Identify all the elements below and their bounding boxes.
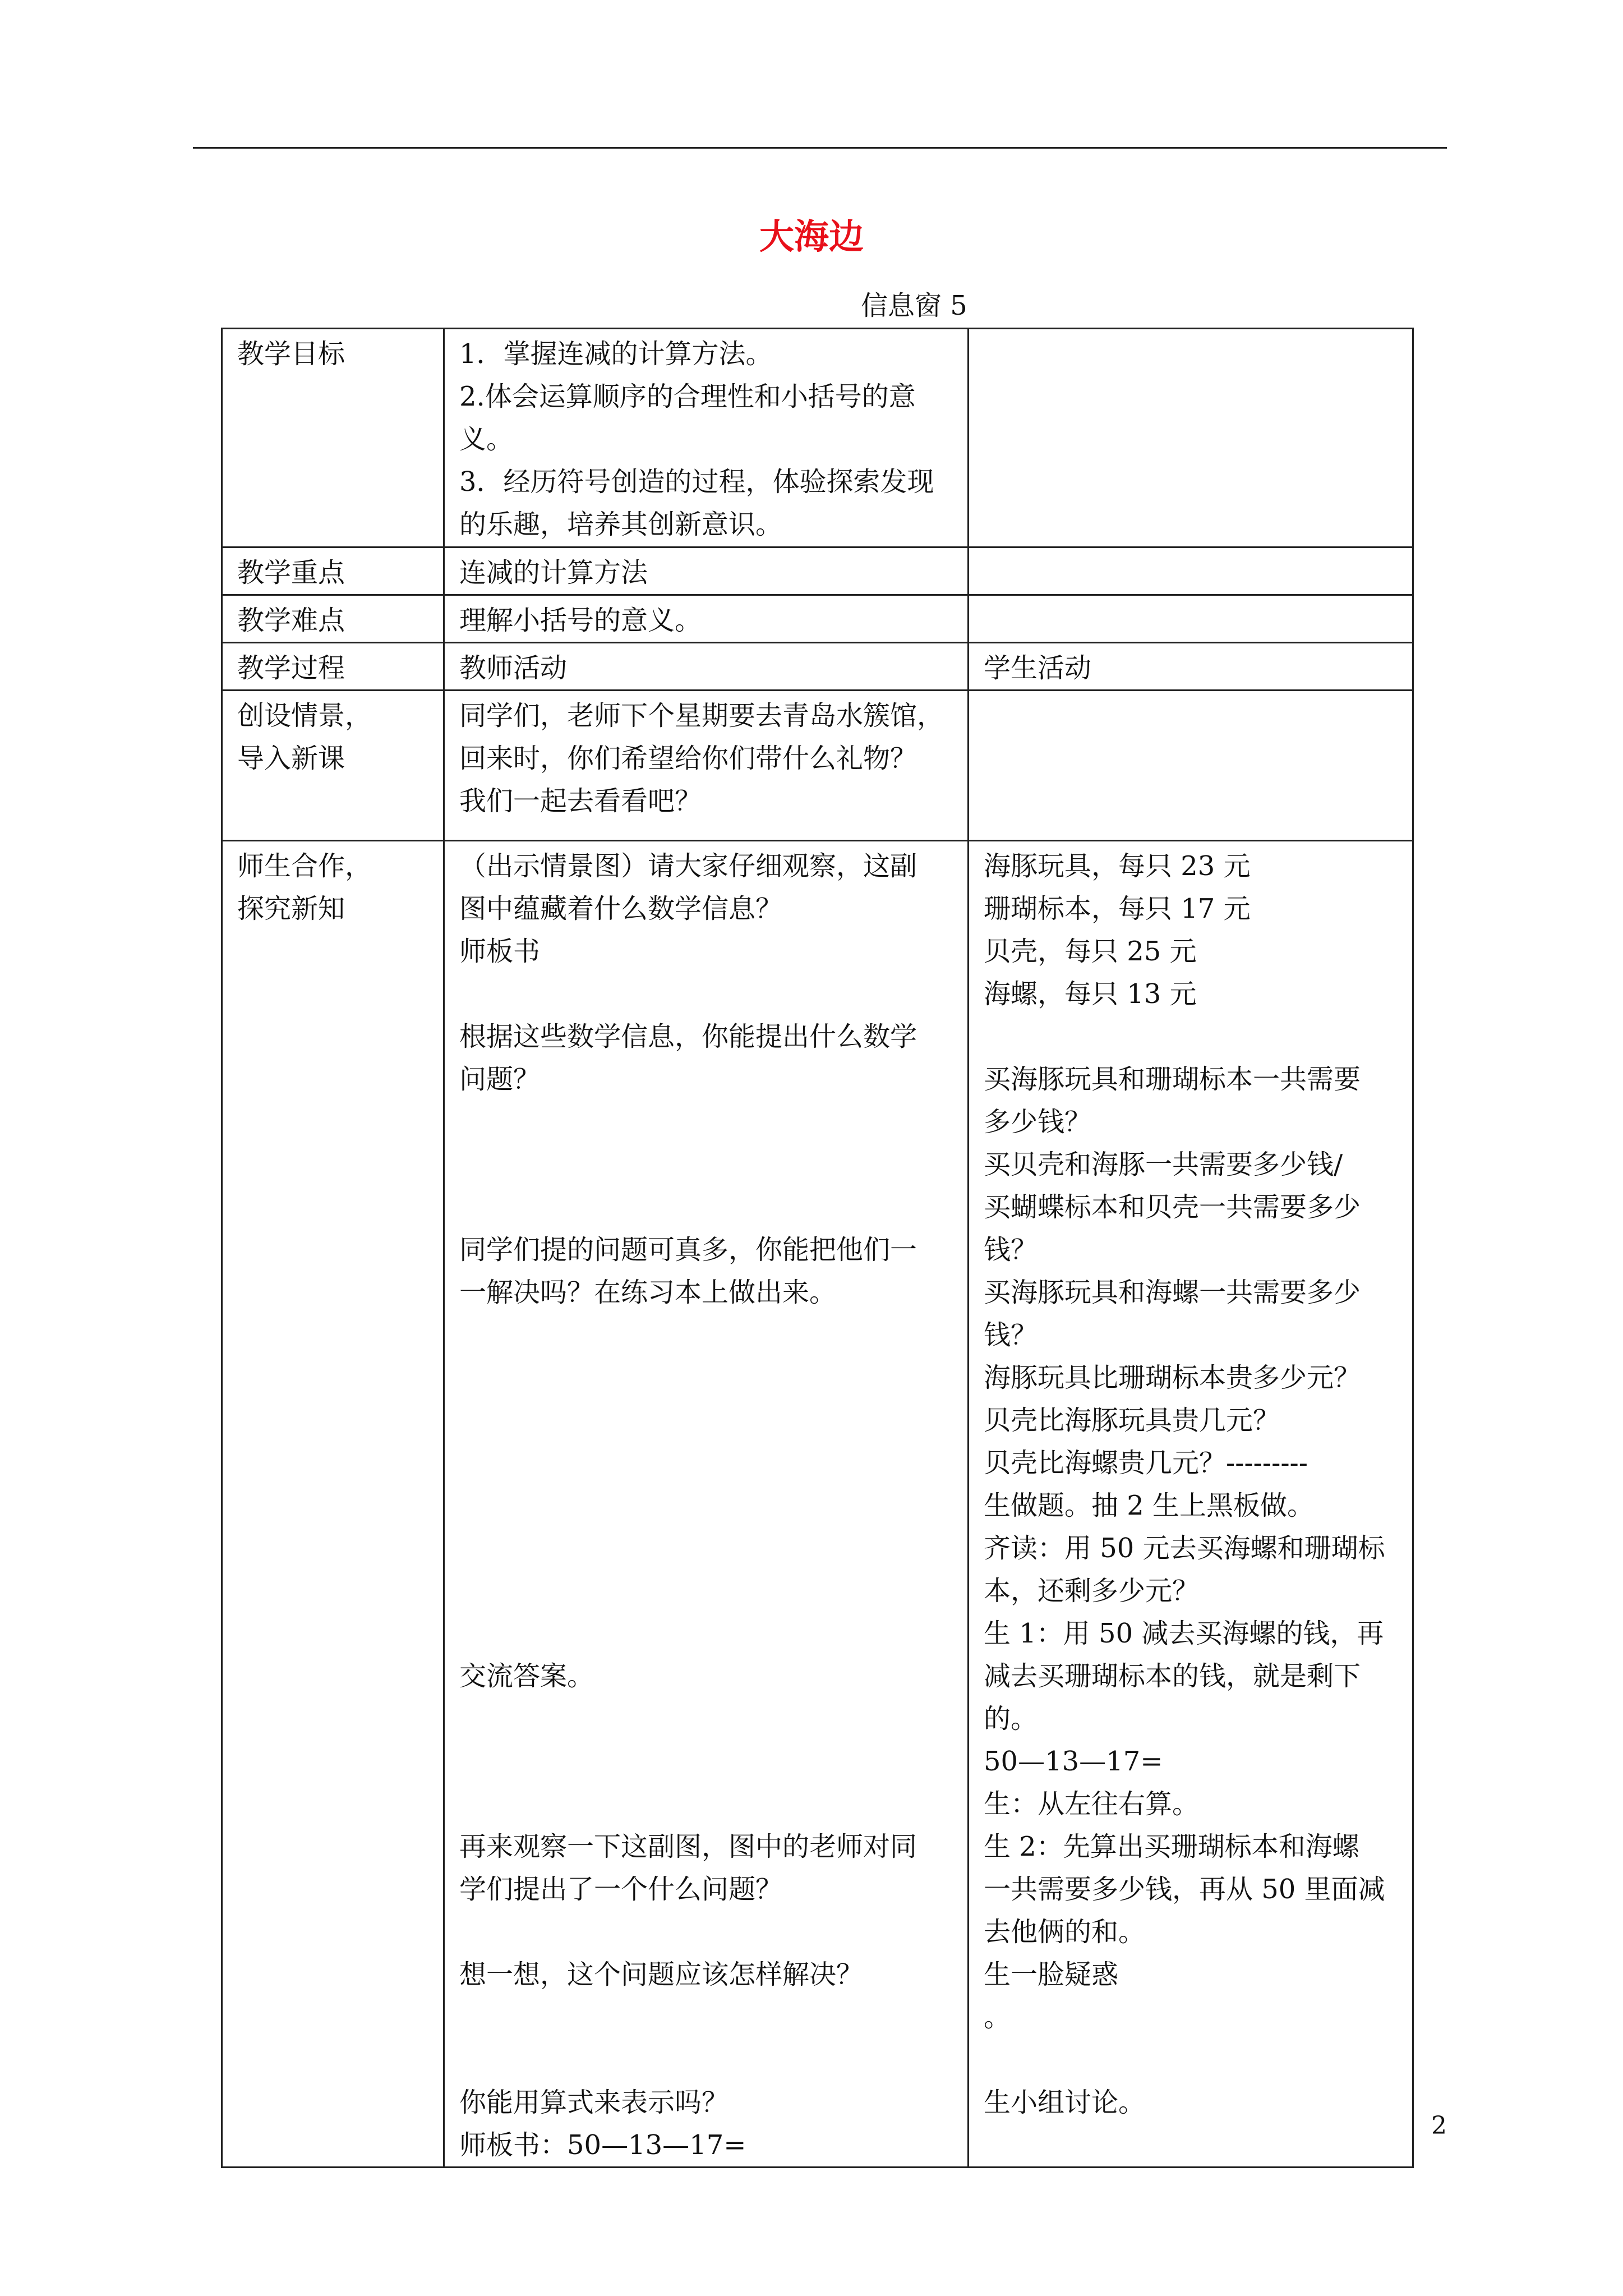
- cell-text-line: [984, 2039, 1399, 2081]
- cell-text-line: 探究新知: [237, 893, 345, 924]
- cell-text-line: [459, 1740, 954, 1783]
- cell-text-line: 理解小括号的意义。: [459, 605, 702, 636]
- cell-text-line: [459, 1697, 954, 1740]
- cell-text-line: 的。: [984, 1703, 1038, 1734]
- cell-text-line: 50—13—17=: [984, 1746, 1163, 1777]
- student-activity-cell: [969, 329, 1413, 547]
- cell-text-line: [459, 1783, 954, 1825]
- row-label-cell: [222, 643, 444, 691]
- table-row: [222, 329, 1413, 547]
- cell-text-line: 义。: [459, 424, 514, 455]
- teacher-activity-cell: [444, 329, 969, 547]
- cell-text-line: 根据这些数学信息，你能提出什么数学: [459, 1021, 917, 1052]
- row-label-cell: [222, 691, 444, 841]
- row-label-cell: [222, 841, 444, 2168]
- cell-text-line: 3．经历符号创造的过程，体验探索发现: [459, 466, 934, 498]
- cell-text-line: 想一想，这个问题应该怎样解决？: [459, 1959, 864, 1990]
- cell-text-line: 钱？: [984, 1319, 1038, 1351]
- cell-text-line: 图中蕴藏着什么数学信息？: [459, 893, 783, 924]
- cell-text-line: [984, 1015, 1399, 1058]
- lesson-plan-table: [221, 328, 1414, 2168]
- student-activity-cell: [969, 547, 1413, 595]
- cell-text-line: [459, 1612, 954, 1655]
- cell-text-line: 教师活动: [459, 652, 568, 684]
- cell-text-line: 生 1：用 50 减去买海螺的钱，再: [984, 1618, 1384, 1649]
- cell-text-line: 问题？: [459, 1064, 541, 1095]
- cell-text-line: [459, 1101, 954, 1143]
- teacher-activity-cell: [444, 841, 969, 2168]
- student-activity-cell: [969, 643, 1413, 691]
- cell-text-line: 教学重点: [237, 557, 345, 588]
- cell-text-line: [459, 1527, 954, 1570]
- cell-text-line: 买蝴蝶标本和贝壳一共需要多少: [984, 1191, 1361, 1223]
- page-number: 2: [1431, 2111, 1447, 2140]
- cell-text-line: [459, 2039, 954, 2081]
- cell-text-line: 生小组讨论。: [984, 2087, 1146, 2118]
- cell-text-line: 连减的计算方法: [459, 557, 648, 588]
- cell-text-line: 师生合作，: [237, 850, 372, 882]
- row-label-cell: [222, 547, 444, 595]
- cell-text-line: 齐读：用 50 元去买海螺和珊瑚标: [984, 1533, 1385, 1564]
- cell-text-line: 贝壳比海豚玩具贵几元？: [984, 1405, 1280, 1436]
- cell-text-line: 去他俩的和。: [984, 1916, 1146, 1948]
- row-label-cell: [222, 329, 444, 547]
- student-activity-cell: [969, 841, 1413, 2168]
- document-subtitle: 信息窗 5: [861, 290, 967, 321]
- cell-text-line: [459, 1399, 954, 1442]
- cell-text-line: 生：从左往右算。: [984, 1788, 1200, 1820]
- student-activity-cell: [969, 595, 1413, 643]
- cell-text-line: [459, 1484, 954, 1527]
- cell-text-line: [459, 1314, 954, 1356]
- cell-text-line: 买海豚玩具和珊瑚标本一共需要: [984, 1064, 1361, 1095]
- cell-text-line: 创设情景，: [237, 700, 372, 731]
- cell-text-line: 海螺，每只 13 元: [984, 978, 1197, 1010]
- cell-text-line: [459, 1570, 954, 1612]
- cell-text-line: 交流答案。: [459, 1660, 594, 1692]
- cell-text-line: 买海豚玩具和海螺一共需要多少: [984, 1277, 1361, 1308]
- cell-text-line: 教学过程: [237, 652, 345, 684]
- cell-text-line: 贝壳比海螺贵几元？---------: [984, 1447, 1308, 1479]
- cell-text-line: 海豚玩具比珊瑚标本贵多少元？: [984, 1362, 1361, 1393]
- teacher-activity-cell: [444, 547, 969, 595]
- cell-text-line: 一共需要多少钱，再从 50 里面减: [984, 1874, 1385, 1905]
- cell-text-line: 一解决吗？在练习本上做出来。: [459, 1277, 837, 1308]
- document-title: 大海边: [759, 216, 864, 257]
- cell-text-line: 钱？: [984, 1234, 1038, 1266]
- cell-text-line: 再来观察一下这副图，图中的老师对同: [459, 1831, 917, 1862]
- teacher-activity-cell: [444, 643, 969, 691]
- cell-text-line: 同学们，老师下个星期要去青岛水簇馆，: [459, 700, 944, 731]
- cell-text-line: 海豚玩具，每只 23 元: [984, 850, 1251, 882]
- table-row: [222, 643, 1413, 691]
- cell-text-line: [459, 1356, 954, 1399]
- cell-text-line: （出示情景图）请大家仔细观察，这副: [459, 850, 917, 882]
- cell-text-line: 回来时，你们希望给你们带什么礼物？: [459, 743, 917, 774]
- cell-text-line: 导入新课: [237, 743, 345, 774]
- cell-text-line: 。: [984, 2001, 1011, 2033]
- cell-text-line: 生 2：先算出买珊瑚标本和海螺: [984, 1831, 1359, 1862]
- cell-text-line: [459, 1996, 954, 2039]
- teacher-activity-cell: [444, 595, 969, 643]
- table-row: [222, 595, 1413, 643]
- cell-text-line: 师板书：50—13—17=: [459, 2129, 746, 2161]
- cell-text-line: 生一脸疑惑: [984, 1959, 1119, 1990]
- header-rule: [193, 147, 1447, 149]
- cell-text-line: 多少钱？: [984, 1106, 1092, 1138]
- cell-text-line: 本，还剩多少元？: [984, 1575, 1200, 1607]
- cell-text-line: 珊瑚标本，每只 17 元: [984, 893, 1251, 924]
- cell-text-line: 学们提出了一个什么问题？: [459, 1874, 783, 1905]
- teacher-activity-cell: [444, 691, 969, 841]
- table-row: [222, 547, 1413, 595]
- cell-text-line: 1．掌握连减的计算方法。: [459, 338, 773, 370]
- cell-text-line: 同学们提的问题可真多，你能把他们一: [459, 1234, 917, 1266]
- cell-text-line: [459, 973, 954, 1015]
- student-activity-cell: [969, 691, 1413, 841]
- cell-text-line: 的乐趣，培养其创新意识。: [459, 509, 783, 540]
- cell-text-line: [459, 1911, 954, 1953]
- table-row: [222, 691, 1413, 841]
- cell-text-line: [459, 1143, 954, 1186]
- cell-text-line: 贝壳，每只 25 元: [984, 936, 1197, 967]
- cell-text-line: 你能用算式来表示吗？: [459, 2087, 729, 2118]
- cell-text-line: 生做题。抽 2 生上黑板做。: [984, 1490, 1315, 1521]
- cell-text-line: 学生活动: [984, 652, 1092, 684]
- cell-text-line: 我们一起去看看吧？: [459, 785, 702, 817]
- cell-text-line: 买贝壳和海豚一共需要多少钱/: [984, 1149, 1343, 1180]
- cell-text-line: 教学难点: [237, 605, 345, 636]
- cell-text-line: 师板书: [459, 936, 541, 967]
- row-label-cell: [222, 595, 444, 643]
- cell-text-line: [459, 1186, 954, 1228]
- cell-text-line: 教学目标: [237, 338, 345, 370]
- cell-text-line: 减去买珊瑚标本的钱，就是剩下: [984, 1660, 1361, 1692]
- table-row: [222, 841, 1413, 2168]
- cell-text-line: [459, 1442, 954, 1484]
- cell-text-line: 2.体会运算顺序的合理性和小括号的意: [459, 381, 916, 412]
